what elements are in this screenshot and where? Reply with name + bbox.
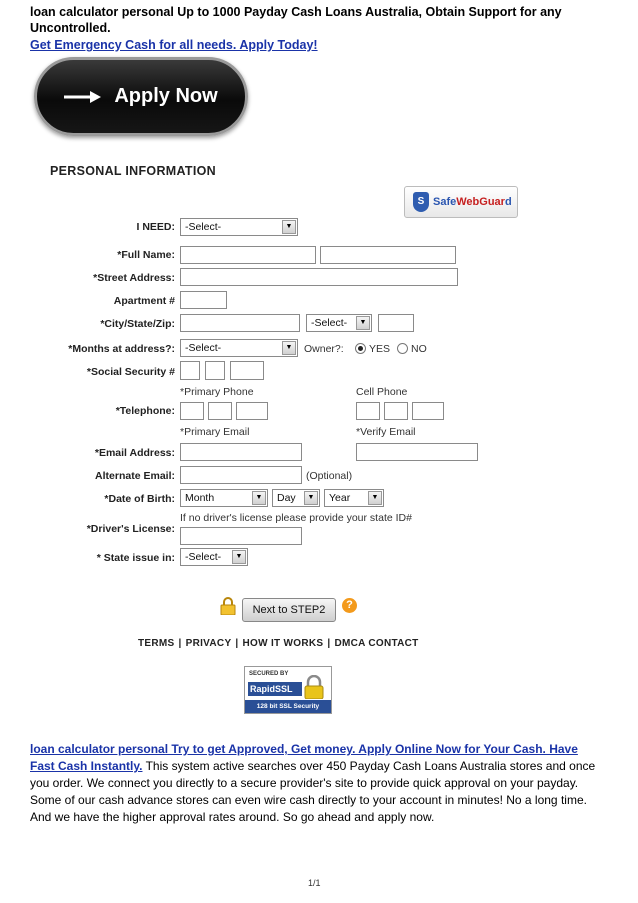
separator: | bbox=[327, 638, 331, 649]
state-select-value: -Select- bbox=[311, 317, 348, 329]
primary-email-label: *Primary Email bbox=[180, 426, 250, 438]
help-icon[interactable]: ? bbox=[342, 598, 357, 613]
separator: | bbox=[178, 638, 182, 649]
emergency-cash-link[interactable]: Get Emergency Cash for all needs. Apply Today! bbox=[30, 38, 318, 52]
street-input[interactable] bbox=[180, 268, 458, 286]
badge-text-a: Safe bbox=[433, 196, 457, 208]
ssn-part2-input[interactable] bbox=[205, 361, 225, 380]
owner-yes-label: YES bbox=[369, 343, 391, 355]
owner-no-radio[interactable] bbox=[397, 343, 408, 354]
form-section-title: PERSONAL INFORMATION bbox=[50, 164, 216, 178]
body-paragraph bbox=[30, 741, 602, 826]
optional-label: (Optional) bbox=[306, 470, 353, 482]
safewebguard-badge bbox=[404, 186, 518, 218]
dob-month-value: Month bbox=[185, 492, 215, 504]
state-issue-label: * State issue in: bbox=[96, 552, 175, 564]
how-it-works-link[interactable]: HOW IT WORKS bbox=[242, 638, 324, 649]
primary-phone-label: *Primary Phone bbox=[180, 386, 254, 398]
months-select-value: -Select- bbox=[185, 342, 222, 354]
ssn-part3-input[interactable] bbox=[230, 361, 264, 380]
cell-phone-label: Cell Phone bbox=[356, 386, 408, 398]
alt-email-label: Alternate Email: bbox=[95, 470, 175, 482]
city-input[interactable] bbox=[180, 314, 300, 332]
dob-year-value: Year bbox=[329, 492, 351, 504]
ssn-label: *Social Security # bbox=[86, 366, 175, 378]
full-name-label: *Full Name: bbox=[117, 249, 175, 261]
apartment-label: Apartment # bbox=[113, 295, 175, 307]
ssn-part1-input[interactable] bbox=[180, 361, 200, 380]
dob-year-select[interactable] bbox=[324, 489, 384, 507]
dmca-contact-link[interactable]: DMCA CONTACT bbox=[334, 638, 419, 649]
badge-text-b: WebGuar bbox=[456, 196, 505, 208]
apply-now-label: Apply Now bbox=[114, 85, 218, 107]
cell-line-input[interactable] bbox=[412, 402, 444, 420]
cell-prefix-input[interactable] bbox=[384, 402, 408, 420]
phone-prefix-input[interactable] bbox=[208, 402, 232, 420]
lock-icon bbox=[220, 597, 236, 615]
issue-state-select[interactable] bbox=[180, 548, 248, 566]
cell-area-input[interactable] bbox=[356, 402, 380, 420]
dob-label: *Date of Birth: bbox=[104, 493, 175, 505]
separator: | bbox=[235, 638, 239, 649]
owner-yes-radio[interactable] bbox=[355, 343, 366, 354]
chevron-down-icon: ▼ bbox=[282, 341, 296, 355]
need-select-value: -Select- bbox=[185, 221, 222, 233]
chevron-down-icon: ▼ bbox=[356, 316, 370, 330]
arrow-right-icon bbox=[64, 90, 102, 104]
street-label: *Street Address: bbox=[93, 272, 175, 284]
apartment-input[interactable] bbox=[180, 291, 227, 309]
ssl-strength: 128 bit SSL Security bbox=[245, 700, 331, 713]
phone-line-input[interactable] bbox=[236, 402, 268, 420]
last-name-input[interactable] bbox=[320, 246, 456, 264]
phone-area-input[interactable] bbox=[180, 402, 204, 420]
license-input[interactable] bbox=[180, 527, 302, 545]
state-select[interactable] bbox=[306, 314, 372, 332]
dob-day-value: Day bbox=[277, 492, 296, 504]
zip-input[interactable] bbox=[378, 314, 414, 332]
email-label: *Email Address: bbox=[94, 447, 175, 459]
license-hint: If no driver's license please provide your state ID# bbox=[180, 512, 412, 524]
email-input[interactable] bbox=[180, 443, 302, 461]
verify-email-input[interactable] bbox=[356, 443, 478, 461]
owner-no-label: NO bbox=[411, 343, 427, 355]
page-number: 1/1 bbox=[308, 878, 321, 888]
ssl-brand: RapidSSL bbox=[248, 682, 302, 696]
telephone-label: *Telephone: bbox=[115, 405, 175, 417]
privacy-link[interactable]: PRIVACY bbox=[185, 638, 232, 649]
dob-month-select[interactable] bbox=[180, 489, 268, 507]
shield-icon: S bbox=[413, 192, 429, 212]
verify-email-label: *Verify Email bbox=[356, 426, 416, 438]
terms-link[interactable]: TERMS bbox=[138, 638, 175, 649]
badge-text-c: d bbox=[504, 196, 512, 208]
page-title: loan calculator personal Up to 1000 Payday Cash Loans Australia, Obtain Support for any Uncontrolled. bbox=[30, 5, 562, 35]
chevron-down-icon: ▼ bbox=[282, 220, 296, 234]
months-label: *Months at address?: bbox=[68, 343, 175, 355]
license-label: *Driver's License: bbox=[86, 523, 175, 535]
months-select[interactable] bbox=[180, 339, 298, 357]
need-select[interactable] bbox=[180, 218, 298, 236]
ssl-secured-by: SECURED BY bbox=[249, 671, 289, 677]
first-name-input[interactable] bbox=[180, 246, 316, 264]
chevron-down-icon: ▼ bbox=[232, 550, 246, 564]
dob-day-select[interactable] bbox=[272, 489, 320, 507]
city-label: *City/State/Zip: bbox=[100, 318, 175, 330]
chevron-down-icon: ▼ bbox=[252, 491, 266, 505]
apply-now-button[interactable] bbox=[34, 57, 248, 136]
rapidssl-badge bbox=[244, 666, 332, 714]
need-label: I NEED: bbox=[136, 221, 175, 233]
chevron-down-icon: ▼ bbox=[304, 491, 318, 505]
body-text: This system active searches over 450 Payday Cash Loans Australia stores and once you order. We connect you directly to a secure provider's site to provide quick approval on your payday. Some of our cash advance stores can even wire cash directly to your account in minutes! No a long time. And we have the higher approval rates around. So go ahead and apply now. bbox=[30, 759, 596, 824]
next-step-button[interactable]: Next to STEP2 bbox=[242, 598, 336, 622]
body-link[interactable]: loan calculator personal Try to get Approved, Get money. Apply Online Now for Your Cash. Have Fast Cash Instantly. bbox=[30, 742, 578, 773]
padlock-icon bbox=[303, 675, 325, 699]
issue-state-value: -Select- bbox=[185, 551, 222, 563]
alt-email-input[interactable] bbox=[180, 466, 302, 484]
owner-label: Owner?: bbox=[304, 343, 344, 355]
footer-links bbox=[138, 638, 419, 649]
chevron-down-icon: ▼ bbox=[368, 491, 382, 505]
